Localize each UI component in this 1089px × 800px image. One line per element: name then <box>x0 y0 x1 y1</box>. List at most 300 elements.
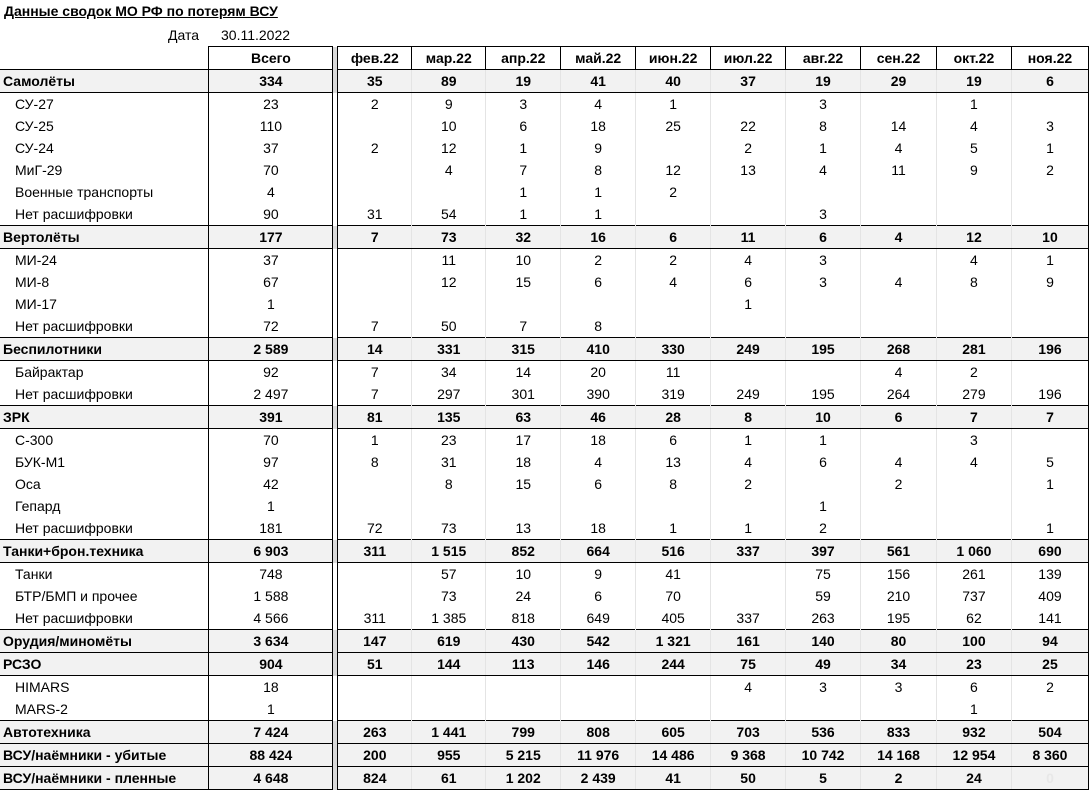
month-value-cell[interactable]: 6 <box>486 115 561 137</box>
month-value-cell[interactable]: 3 <box>786 271 861 293</box>
subcategory-label[interactable]: Нет расшифровки <box>15 520 133 536</box>
month-value-cell[interactable]: 6 <box>1011 70 1088 93</box>
month-value-cell[interactable]: 1 <box>936 93 1011 116</box>
month-value-cell[interactable]: 818 <box>486 607 561 630</box>
month-value-cell[interactable]: 405 <box>636 607 711 630</box>
month-value-cell[interactable] <box>936 473 1011 495</box>
month-value-cell[interactable]: 59 <box>786 585 861 607</box>
month-value-cell[interactable]: 4 <box>936 115 1011 137</box>
month-value-cell[interactable]: 4 <box>412 159 486 181</box>
subcategory-label[interactable]: Нет расшифровки <box>15 610 133 626</box>
month-value-cell[interactable]: 504 <box>1011 721 1088 744</box>
month-value-cell[interactable]: 25 <box>1011 653 1088 676</box>
month-value-cell[interactable]: 19 <box>786 70 861 93</box>
month-value-cell[interactable] <box>338 676 412 699</box>
month-value-cell[interactable]: 12 <box>412 271 486 293</box>
header-month[interactable]: окт.22 <box>936 47 1011 70</box>
total-cell[interactable]: 88 424 <box>209 744 333 767</box>
month-value-cell[interactable]: 4 <box>711 676 786 699</box>
total-cell[interactable]: 110 <box>209 115 333 137</box>
month-value-cell[interactable]: 8 <box>636 473 711 495</box>
month-value-cell[interactable]: 61 <box>412 767 486 790</box>
month-value-cell[interactable]: 8 <box>412 473 486 495</box>
month-value-cell[interactable]: 14 486 <box>636 744 711 767</box>
total-cell[interactable]: 7 424 <box>209 721 333 744</box>
month-value-cell[interactable]: 3 <box>786 203 861 226</box>
month-value-cell[interactable]: 9 <box>412 93 486 116</box>
total-cell[interactable]: 42 <box>209 473 333 495</box>
month-value-cell[interactable]: 50 <box>412 315 486 338</box>
month-value-cell[interactable]: 6 <box>711 271 786 293</box>
month-value-cell[interactable]: 3 <box>786 249 861 272</box>
total-cell[interactable]: 70 <box>209 429 333 452</box>
header-month[interactable]: фев.22 <box>338 47 412 70</box>
month-value-cell[interactable]: 8 <box>561 159 636 181</box>
month-value-cell[interactable]: 3 <box>936 429 1011 452</box>
month-value-cell[interactable]: 3 <box>1011 115 1088 137</box>
month-value-cell[interactable] <box>1011 293 1088 315</box>
month-value-cell[interactable]: 1 202 <box>486 767 561 790</box>
month-value-cell[interactable]: 22 <box>711 115 786 137</box>
month-value-cell[interactable]: 4 <box>861 226 937 249</box>
month-value-cell[interactable]: 852 <box>486 540 561 563</box>
month-value-cell[interactable]: 200 <box>338 744 412 767</box>
month-value-cell[interactable]: 4 <box>861 271 937 293</box>
month-value-cell[interactable]: 319 <box>636 383 711 406</box>
month-value-cell[interactable] <box>711 361 786 384</box>
month-value-cell[interactable]: 268 <box>861 338 937 361</box>
month-value-cell[interactable]: 5 <box>786 767 861 790</box>
month-value-cell[interactable]: 4 <box>786 159 861 181</box>
month-value-cell[interactable]: 6 <box>636 226 711 249</box>
total-cell[interactable]: 6 903 <box>209 540 333 563</box>
month-value-cell[interactable]: 41 <box>636 767 711 790</box>
month-value-cell[interactable] <box>1011 361 1088 384</box>
month-value-cell[interactable] <box>936 203 1011 226</box>
total-cell[interactable]: 904 <box>209 653 333 676</box>
month-value-cell[interactable]: 6 <box>561 271 636 293</box>
month-value-cell[interactable]: 1 <box>636 93 711 116</box>
month-value-cell[interactable] <box>861 517 937 540</box>
month-value-cell[interactable]: 337 <box>711 607 786 630</box>
month-value-cell[interactable] <box>338 473 412 495</box>
month-value-cell[interactable]: 6 <box>786 451 861 473</box>
month-value-cell[interactable]: 113 <box>486 653 561 676</box>
month-value-cell[interactable] <box>1011 698 1088 721</box>
month-value-cell[interactable]: 135 <box>412 406 486 429</box>
month-value-cell[interactable] <box>1011 93 1088 116</box>
subcategory-label[interactable]: С-300 <box>15 432 54 448</box>
month-value-cell[interactable] <box>486 698 561 721</box>
category-label[interactable]: ВСУ/наёмники - убитые <box>0 744 209 767</box>
month-value-cell[interactable]: 3 <box>486 93 561 116</box>
month-value-cell[interactable] <box>936 181 1011 203</box>
category-label[interactable]: Вертолёты <box>0 226 209 249</box>
month-value-cell[interactable]: 72 <box>338 517 412 540</box>
subcategory-label[interactable]: СУ-27 <box>15 96 54 112</box>
month-value-cell[interactable]: 62 <box>936 607 1011 630</box>
month-value-cell[interactable]: 397 <box>786 540 861 563</box>
total-cell[interactable]: 92 <box>209 361 333 384</box>
month-value-cell[interactable]: 1 <box>1011 517 1088 540</box>
month-value-cell[interactable]: 1 <box>786 495 861 517</box>
month-value-cell[interactable]: 516 <box>636 540 711 563</box>
month-value-cell[interactable]: 8 <box>561 315 636 338</box>
total-cell[interactable]: 2 589 <box>209 338 333 361</box>
month-value-cell[interactable]: 3 <box>786 676 861 699</box>
month-value-cell[interactable]: 4 <box>711 249 786 272</box>
month-value-cell[interactable]: 4 <box>861 361 937 384</box>
month-value-cell[interactable] <box>711 698 786 721</box>
month-value-cell[interactable] <box>786 473 861 495</box>
month-value-cell[interactable]: 139 <box>1011 563 1088 586</box>
month-value-cell[interactable]: 18 <box>561 115 636 137</box>
month-value-cell[interactable]: 100 <box>936 630 1011 653</box>
month-value-cell[interactable]: 1 <box>936 698 1011 721</box>
month-value-cell[interactable]: 14 <box>861 115 937 137</box>
month-value-cell[interactable]: 29 <box>861 70 937 93</box>
month-value-cell[interactable] <box>711 181 786 203</box>
month-value-cell[interactable] <box>861 495 937 517</box>
month-value-cell[interactable]: 1 <box>711 293 786 315</box>
month-value-cell[interactable] <box>561 495 636 517</box>
month-value-cell[interactable]: 311 <box>338 540 412 563</box>
month-value-cell[interactable] <box>412 676 486 699</box>
header-month[interactable]: мар.22 <box>412 47 486 70</box>
month-value-cell[interactable] <box>711 563 786 586</box>
category-label[interactable]: ЗРК <box>0 406 209 429</box>
category-label[interactable]: ВСУ/наёмники - пленные <box>0 767 209 790</box>
month-value-cell[interactable]: 824 <box>338 767 412 790</box>
month-value-cell[interactable] <box>711 585 786 607</box>
month-value-cell[interactable]: 2 <box>338 93 412 116</box>
month-value-cell[interactable]: 2 <box>711 473 786 495</box>
month-value-cell[interactable]: 73 <box>412 585 486 607</box>
month-value-cell[interactable] <box>1011 429 1088 452</box>
month-value-cell[interactable]: 619 <box>412 630 486 653</box>
month-value-cell[interactable] <box>786 698 861 721</box>
month-value-cell[interactable]: 7 <box>1011 406 1088 429</box>
month-value-cell[interactable]: 649 <box>561 607 636 630</box>
month-value-cell[interactable]: 6 <box>561 585 636 607</box>
month-value-cell[interactable]: 19 <box>486 70 561 93</box>
month-value-cell[interactable]: 1 515 <box>412 540 486 563</box>
month-value-cell[interactable]: 18 <box>561 517 636 540</box>
month-value-cell[interactable]: 7 <box>486 315 561 338</box>
month-value-cell[interactable]: 1 <box>1011 249 1088 272</box>
header-month[interactable]: авг.22 <box>786 47 861 70</box>
month-value-cell[interactable]: 161 <box>711 630 786 653</box>
total-cell[interactable]: 23 <box>209 93 333 116</box>
month-value-cell[interactable]: 141 <box>1011 607 1088 630</box>
month-value-cell[interactable]: 5 <box>936 137 1011 159</box>
subcategory-label[interactable]: Военные транспорты <box>15 184 154 200</box>
month-value-cell[interactable] <box>861 315 937 338</box>
month-value-cell[interactable]: 8 <box>338 451 412 473</box>
month-value-cell[interactable]: 12 <box>636 159 711 181</box>
month-value-cell[interactable]: 2 <box>861 473 937 495</box>
month-value-cell[interactable]: 1 <box>338 429 412 452</box>
month-value-cell[interactable]: 4 <box>711 451 786 473</box>
month-value-cell[interactable] <box>1011 315 1088 338</box>
subcategory-label[interactable]: Нет расшифровки <box>15 318 133 334</box>
month-value-cell[interactable]: 2 <box>861 767 937 790</box>
month-value-cell[interactable] <box>636 137 711 159</box>
month-value-cell[interactable]: 23 <box>412 429 486 452</box>
total-cell[interactable]: 4 648 <box>209 767 333 790</box>
month-value-cell[interactable]: 31 <box>338 203 412 226</box>
month-value-cell[interactable]: 80 <box>861 630 937 653</box>
total-cell[interactable]: 3 634 <box>209 630 333 653</box>
month-value-cell[interactable]: 311 <box>338 607 412 630</box>
month-value-cell[interactable] <box>861 203 937 226</box>
month-value-cell[interactable] <box>338 585 412 607</box>
month-value-cell[interactable]: 73 <box>412 517 486 540</box>
month-value-cell[interactable]: 18 <box>486 451 561 473</box>
month-value-cell[interactable]: 12 <box>412 137 486 159</box>
subcategory-label[interactable]: Гепард <box>15 498 61 514</box>
total-cell[interactable]: 181 <box>209 517 333 540</box>
month-value-cell[interactable]: 605 <box>636 721 711 744</box>
month-value-cell[interactable] <box>786 361 861 384</box>
month-value-cell[interactable] <box>338 495 412 517</box>
month-value-cell[interactable]: 1 385 <box>412 607 486 630</box>
month-value-cell[interactable]: 81 <box>338 406 412 429</box>
month-value-cell[interactable]: 10 742 <box>786 744 861 767</box>
month-value-cell[interactable] <box>486 495 561 517</box>
month-value-cell[interactable] <box>936 495 1011 517</box>
subcategory-label[interactable]: Оса <box>15 476 41 492</box>
month-value-cell[interactable] <box>861 429 937 452</box>
month-value-cell[interactable]: 34 <box>861 653 937 676</box>
month-value-cell[interactable] <box>338 115 412 137</box>
total-cell[interactable]: 177 <box>209 226 333 249</box>
total-cell[interactable]: 334 <box>209 70 333 93</box>
month-value-cell[interactable] <box>486 676 561 699</box>
total-cell[interactable]: 1 <box>209 495 333 517</box>
month-value-cell[interactable]: 49 <box>786 653 861 676</box>
month-value-cell[interactable]: 46 <box>561 406 636 429</box>
month-value-cell[interactable]: 23 <box>936 653 1011 676</box>
subcategory-label[interactable]: Танки <box>15 566 53 582</box>
month-value-cell[interactable] <box>338 271 412 293</box>
month-value-cell[interactable] <box>636 203 711 226</box>
month-value-cell[interactable]: 35 <box>338 70 412 93</box>
month-value-cell[interactable] <box>412 698 486 721</box>
month-value-cell[interactable]: 337 <box>711 540 786 563</box>
month-value-cell[interactable]: 70 <box>636 585 711 607</box>
subcategory-label[interactable]: МиГ-29 <box>15 162 63 178</box>
month-value-cell[interactable]: 54 <box>412 203 486 226</box>
month-value-cell[interactable]: 10 <box>1011 226 1088 249</box>
month-value-cell[interactable]: 195 <box>786 383 861 406</box>
total-cell[interactable]: 4 <box>209 181 333 203</box>
month-value-cell[interactable]: 13 <box>636 451 711 473</box>
month-value-cell[interactable] <box>711 495 786 517</box>
header-month[interactable]: июл.22 <box>711 47 786 70</box>
month-value-cell[interactable]: 690 <box>1011 540 1088 563</box>
month-value-cell[interactable]: 140 <box>786 630 861 653</box>
category-label[interactable]: Орудия/миномёты <box>0 630 209 653</box>
month-value-cell[interactable]: 7 <box>338 315 412 338</box>
month-value-cell[interactable]: 8 360 <box>1011 744 1088 767</box>
month-value-cell[interactable]: 6 <box>936 676 1011 699</box>
month-value-cell[interactable]: 263 <box>786 607 861 630</box>
month-value-cell[interactable]: 4 <box>561 93 636 116</box>
month-value-cell[interactable]: 2 <box>636 181 711 203</box>
month-value-cell[interactable]: 195 <box>861 607 937 630</box>
month-value-cell[interactable] <box>636 293 711 315</box>
month-value-cell[interactable]: 4 <box>636 271 711 293</box>
month-value-cell[interactable]: 9 368 <box>711 744 786 767</box>
month-value-cell[interactable] <box>338 563 412 586</box>
month-value-cell[interactable]: 12 <box>936 226 1011 249</box>
month-value-cell[interactable]: 9 <box>561 137 636 159</box>
month-value-cell[interactable]: 15 <box>486 271 561 293</box>
month-value-cell[interactable]: 244 <box>636 653 711 676</box>
month-value-cell[interactable]: 1 <box>786 429 861 452</box>
month-value-cell[interactable]: 808 <box>561 721 636 744</box>
month-value-cell[interactable] <box>338 698 412 721</box>
month-value-cell[interactable]: 11 <box>636 361 711 384</box>
total-cell[interactable]: 1 <box>209 698 333 721</box>
month-value-cell[interactable] <box>786 181 861 203</box>
total-cell[interactable]: 72 <box>209 315 333 338</box>
month-value-cell[interactable]: 410 <box>561 338 636 361</box>
month-value-cell[interactable]: 703 <box>711 721 786 744</box>
month-value-cell[interactable]: 1 <box>486 137 561 159</box>
month-value-cell[interactable]: 2 439 <box>561 767 636 790</box>
month-value-cell[interactable]: 1 321 <box>636 630 711 653</box>
month-value-cell[interactable]: 13 <box>486 517 561 540</box>
subcategory-label[interactable]: МИ-8 <box>15 274 50 290</box>
month-value-cell[interactable]: 409 <box>1011 585 1088 607</box>
month-value-cell[interactable]: 24 <box>486 585 561 607</box>
month-value-cell[interactable]: 1 <box>561 203 636 226</box>
month-value-cell[interactable]: 7 <box>486 159 561 181</box>
month-value-cell[interactable]: 10 <box>412 115 486 137</box>
month-value-cell[interactable]: 2 <box>711 137 786 159</box>
header-month[interactable]: апр.22 <box>486 47 561 70</box>
date-value[interactable]: 30.11.2022 <box>221 27 291 43</box>
month-value-cell[interactable]: 430 <box>486 630 561 653</box>
month-value-cell[interactable]: 1 <box>711 517 786 540</box>
total-cell[interactable]: 67 <box>209 271 333 293</box>
category-label[interactable]: Автотехника <box>0 721 209 744</box>
month-value-cell[interactable] <box>711 93 786 116</box>
month-value-cell[interactable]: 833 <box>861 721 937 744</box>
month-value-cell[interactable]: 57 <box>412 563 486 586</box>
month-value-cell[interactable]: 5 <box>1011 451 1088 473</box>
month-value-cell[interactable]: 1 <box>1011 473 1088 495</box>
month-value-cell[interactable]: 18 <box>561 429 636 452</box>
month-value-cell[interactable]: 94 <box>1011 630 1088 653</box>
month-value-cell[interactable] <box>861 293 937 315</box>
month-value-cell[interactable]: 2 <box>1011 159 1088 181</box>
month-value-cell[interactable] <box>338 293 412 315</box>
month-value-cell[interactable]: 301 <box>486 383 561 406</box>
month-value-cell[interactable]: 196 <box>1011 383 1088 406</box>
total-cell[interactable]: 18 <box>209 676 333 699</box>
month-value-cell[interactable] <box>338 249 412 272</box>
month-value-cell[interactable] <box>412 293 486 315</box>
month-value-cell[interactable]: 737 <box>936 585 1011 607</box>
month-value-cell[interactable]: 15 <box>486 473 561 495</box>
month-value-cell[interactable] <box>861 181 937 203</box>
category-label[interactable]: Самолёты <box>0 70 209 93</box>
month-value-cell[interactable]: 32 <box>486 226 561 249</box>
subcategory-label[interactable]: СУ-25 <box>15 118 54 134</box>
month-value-cell[interactable]: 6 <box>561 473 636 495</box>
month-value-cell[interactable]: 542 <box>561 630 636 653</box>
month-value-cell[interactable]: 37 <box>711 70 786 93</box>
month-value-cell[interactable]: 2 <box>1011 676 1088 699</box>
subcategory-label[interactable]: HIMARS <box>15 679 70 695</box>
month-value-cell[interactable]: 75 <box>786 563 861 586</box>
total-cell[interactable]: 37 <box>209 249 333 272</box>
month-value-cell[interactable]: 4 <box>861 137 937 159</box>
month-value-cell[interactable]: 10 <box>486 249 561 272</box>
month-value-cell[interactable]: 73 <box>412 226 486 249</box>
month-value-cell[interactable]: 7 <box>338 361 412 384</box>
month-value-cell[interactable]: 955 <box>412 744 486 767</box>
month-value-cell[interactable]: 19 <box>936 70 1011 93</box>
month-value-cell[interactable] <box>711 315 786 338</box>
month-value-cell[interactable]: 263 <box>338 721 412 744</box>
month-value-cell[interactable]: 297 <box>412 383 486 406</box>
month-value-cell[interactable]: 7 <box>338 383 412 406</box>
total-cell[interactable]: 90 <box>209 203 333 226</box>
month-value-cell[interactable]: 51 <box>338 653 412 676</box>
month-value-cell[interactable] <box>936 315 1011 338</box>
month-value-cell[interactable]: 40 <box>636 70 711 93</box>
month-value-cell[interactable] <box>636 495 711 517</box>
month-value-cell[interactable]: 10 <box>786 406 861 429</box>
month-value-cell[interactable]: 281 <box>936 338 1011 361</box>
total-cell[interactable]: 748 <box>209 563 333 586</box>
month-value-cell[interactable]: 315 <box>486 338 561 361</box>
month-value-cell[interactable] <box>412 495 486 517</box>
month-value-cell[interactable] <box>936 293 1011 315</box>
total-cell[interactable]: 37 <box>209 137 333 159</box>
month-value-cell[interactable]: 156 <box>861 563 937 586</box>
month-value-cell[interactable] <box>636 698 711 721</box>
month-value-cell[interactable] <box>338 159 412 181</box>
month-value-cell[interactable]: 3 <box>861 676 937 699</box>
month-value-cell[interactable]: 1 <box>561 181 636 203</box>
month-value-cell[interactable]: 9 <box>1011 271 1088 293</box>
header-total[interactable]: Всего <box>209 47 333 70</box>
category-label[interactable]: Танки+брон.техника <box>0 540 209 563</box>
category-label[interactable]: РСЗО <box>0 653 209 676</box>
month-value-cell[interactable]: 5 215 <box>486 744 561 767</box>
month-value-cell[interactable]: 28 <box>636 406 711 429</box>
month-value-cell[interactable]: 9 <box>561 563 636 586</box>
month-value-cell[interactable]: 1 441 <box>412 721 486 744</box>
month-value-cell[interactable]: 31 <box>412 451 486 473</box>
month-value-cell[interactable]: 10 <box>486 563 561 586</box>
month-value-cell[interactable] <box>486 293 561 315</box>
total-cell[interactable]: 4 566 <box>209 607 333 630</box>
month-value-cell[interactable]: 210 <box>861 585 937 607</box>
month-value-cell[interactable]: 1 <box>711 429 786 452</box>
header-month[interactable]: июн.22 <box>636 47 711 70</box>
month-value-cell[interactable]: 11 976 <box>561 744 636 767</box>
month-value-cell[interactable]: 1 <box>486 203 561 226</box>
month-value-cell[interactable]: 261 <box>936 563 1011 586</box>
month-value-cell[interactable]: 2 <box>786 517 861 540</box>
subcategory-label[interactable]: МИ-24 <box>15 252 57 268</box>
